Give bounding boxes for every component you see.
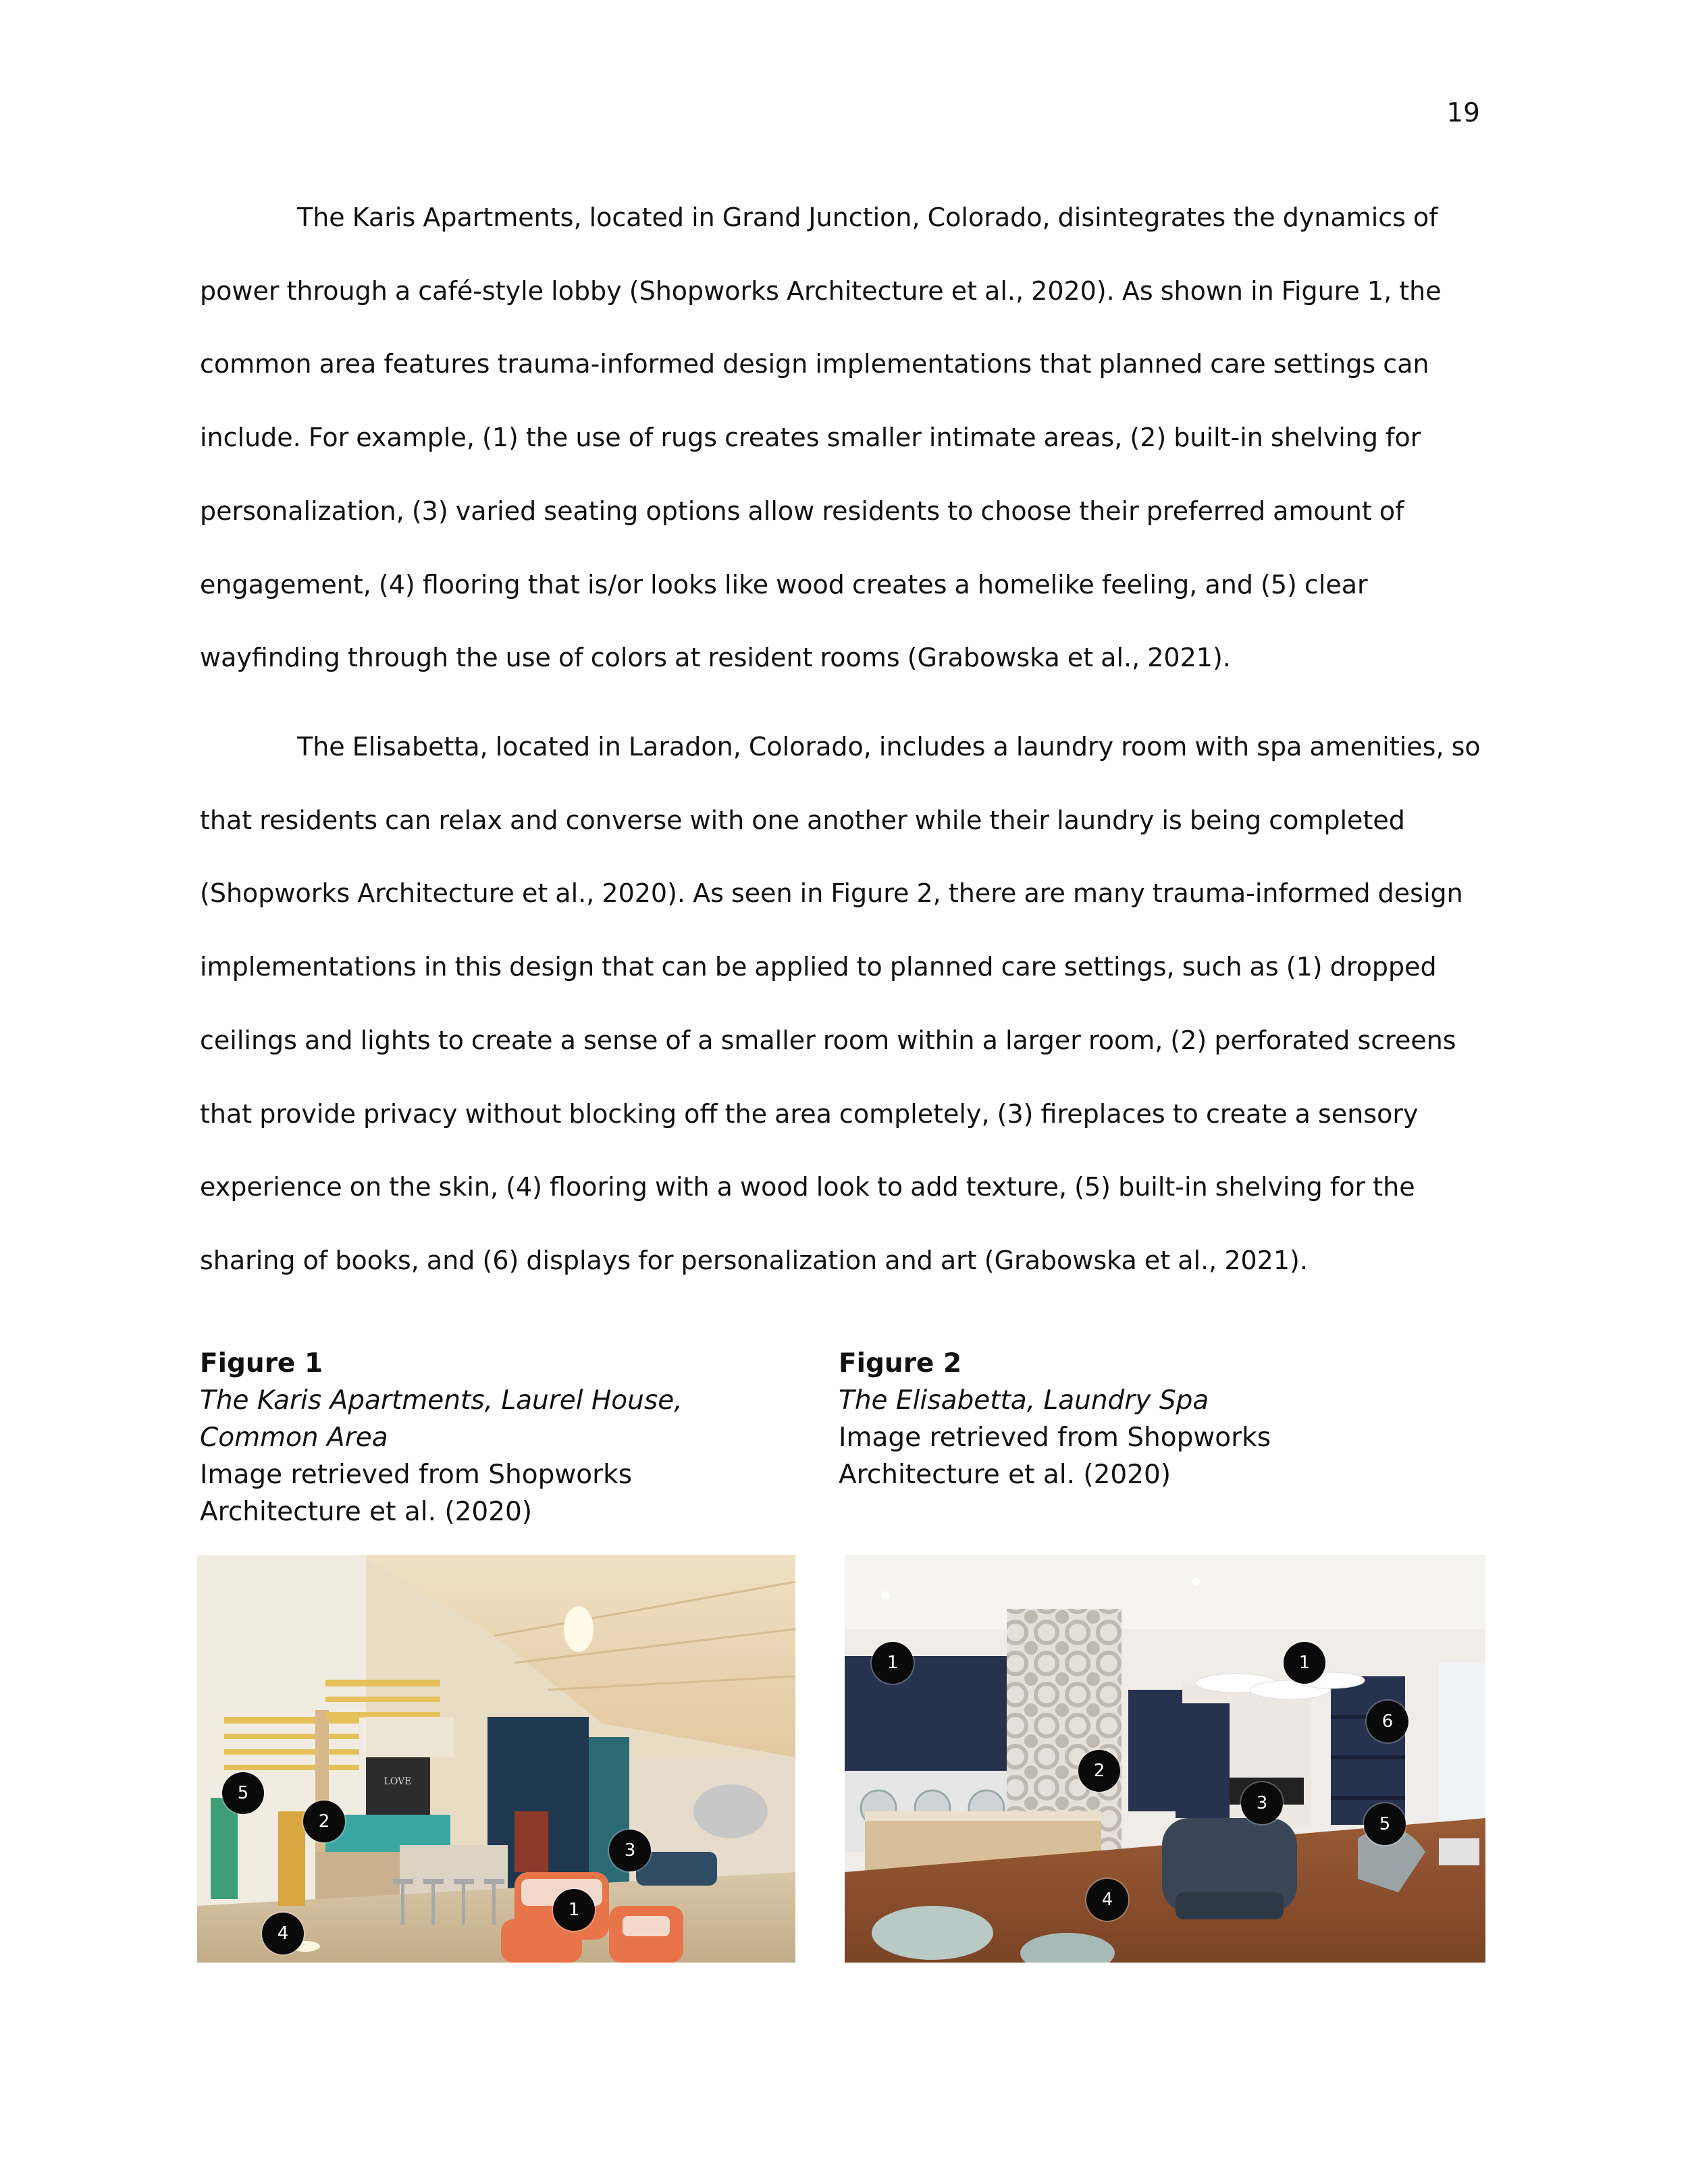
figure-2-caption xyxy=(839,1345,1433,1493)
figure-2-marker: 1 xyxy=(872,1642,914,1684)
figure-1-marker: 4 xyxy=(262,1913,304,1954)
body-paragraph-2 xyxy=(200,710,1493,1298)
figure-2-title: The Elisabetta, Laundry Spa xyxy=(839,1385,1209,1416)
figure-1-title: The Karis Apartments, Laurel House, Common Area xyxy=(200,1385,683,1453)
figure-1-marker: 1 xyxy=(553,1889,595,1931)
figure-1-marker: 5 xyxy=(222,1772,264,1814)
svg-text:LOVE: LOVE xyxy=(384,1776,412,1787)
figure-2-marker: 6 xyxy=(1367,1701,1408,1742)
figure-1-caption xyxy=(200,1345,794,1530)
figure-2-marker: 5 xyxy=(1364,1803,1406,1845)
figure-1-label: Figure 1 xyxy=(200,1348,323,1379)
figure-2-photo xyxy=(845,1555,1485,1963)
figure-1-photo xyxy=(197,1555,795,1963)
page-number: 19 xyxy=(1446,98,1480,128)
paragraph-1-text: The Karis Apartments, located in Grand Junction, Colorado, disintegrates the dynamics of power through a café-style lobby (Shopworks Architecture et al., 2020). As shown in Figure 1, the common area features trauma-informed design implementations that planned care settings can include. For example, (1) the use of rugs creates smaller intimate areas, (2) built-in shelving for personalization, (3) varied seating options allow residents to choose their preferred amount of engagement, (4) flooring that is/or looks like wood creates a homelike feeling, and (5) clear wayfinding through the use of colors at resident rooms (Grabowska et al., 2021). xyxy=(200,203,1442,673)
figure-2-marker: 1 xyxy=(1284,1642,1325,1684)
figure-2-marker: 2 xyxy=(1078,1750,1120,1792)
paragraph-2-text: The Elisabetta, located in Laradon, Colorado, includes a laundry room with spa amenities, so that residents can relax and converse with one another while their laundry is being completed (Shopworks Architecture et al., 2020). As seen in Figure 2, there are many trauma-informed design implementations in this design that can be applied to planned care settings, such as (1) dropped ceilings and lights to create a sense of a smaller room within a larger room, (2) perforated screens that provide privacy without blocking off the area completely, (3) fireplaces to create a sensory experience on the skin, (4) flooring with a wood look to add texture, (5) built-in shelving for the sharing of books, and (6) displays for personalization and art (Grabowska et al., 2021). xyxy=(200,732,1481,1275)
figure-1-marker: 3 xyxy=(609,1830,651,1871)
figure-1-credit: Image retrieved from Shopworks Architecture et al. (2020) xyxy=(200,1460,633,1527)
figure-2-credit: Image retrieved from Shopworks Architecture et al. (2020) xyxy=(839,1422,1271,1490)
figure-2-marker: 4 xyxy=(1086,1879,1128,1921)
body-paragraph-1 xyxy=(200,181,1493,695)
figure-2-label: Figure 2 xyxy=(839,1348,962,1379)
figure-2-marker: 3 xyxy=(1241,1782,1283,1824)
figure-1-marker: 2 xyxy=(303,1801,345,1842)
